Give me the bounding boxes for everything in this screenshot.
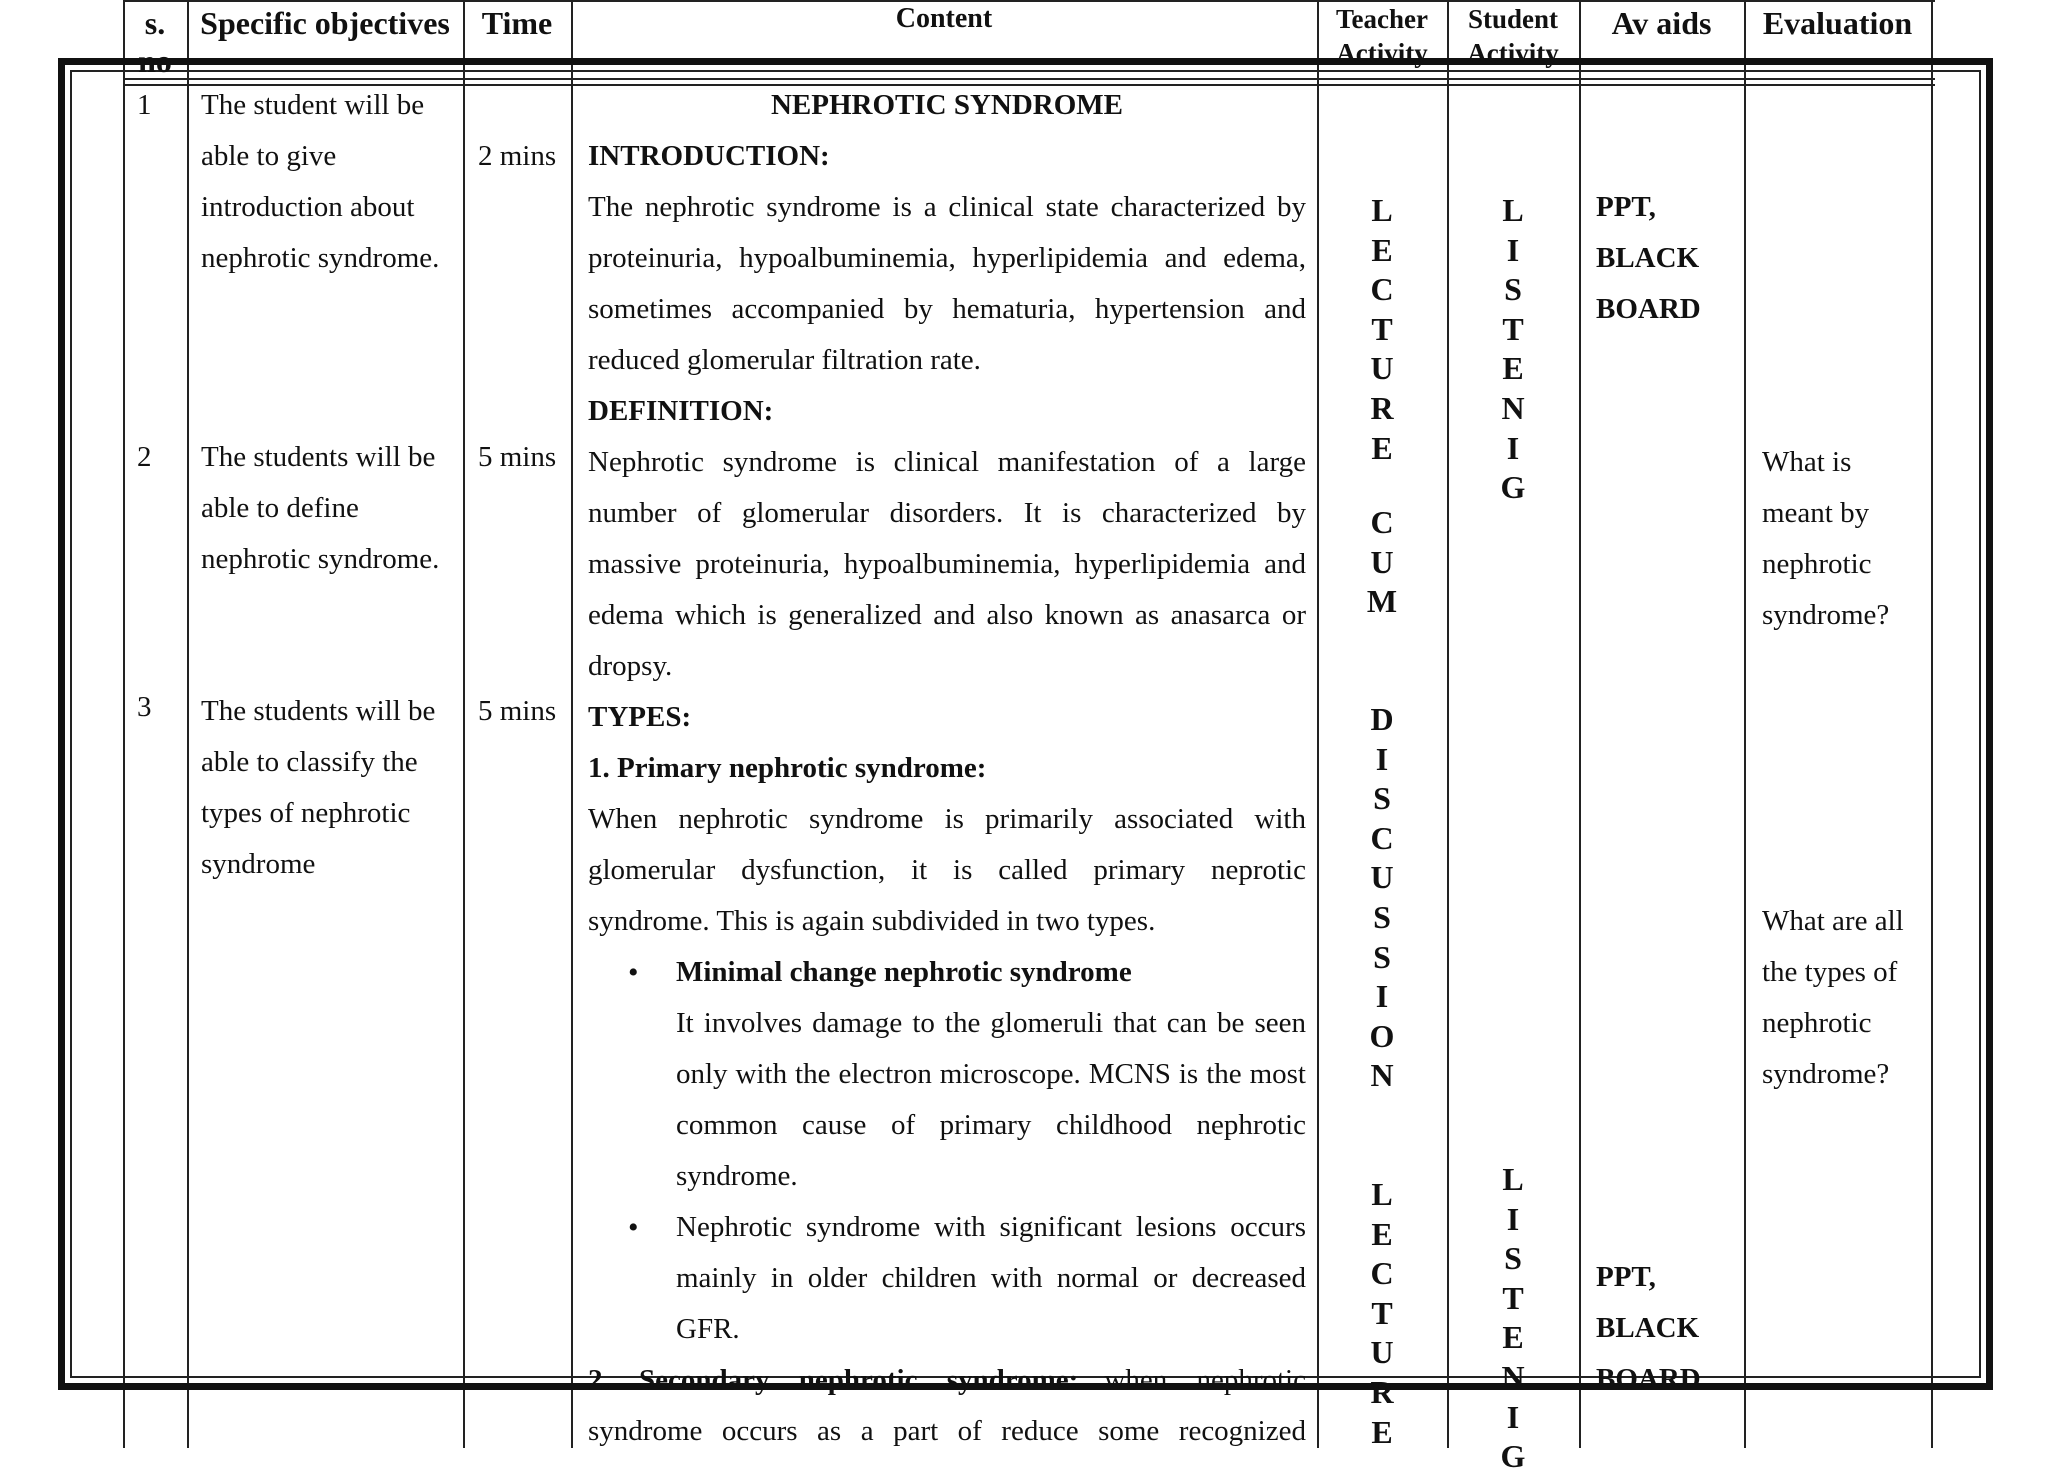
- vertical-letter: I: [1375, 978, 1389, 1015]
- vertical-letter: T: [1502, 1279, 1524, 1316]
- header-av-aids: [1581, 4, 1742, 42]
- vertical-letter: C: [1370, 271, 1394, 308]
- vertical-letter: S: [1504, 1240, 1522, 1277]
- header-sno-label: s. no: [138, 5, 172, 79]
- header-evaluation-label: Evaluation: [1762, 5, 1913, 41]
- teacher-activity-discussion: [1364, 700, 1400, 1096]
- evaluation-line: What is: [1762, 446, 1852, 478]
- vertical-letter: I: [1506, 1398, 1520, 1435]
- av-aids-line: BOARD: [1596, 293, 1701, 325]
- primary-line: glomerular dysfunction, it is called primary neprotic: [588, 854, 1306, 886]
- definition-heading: DEFINITION:: [588, 395, 774, 427]
- vertical-letter: U: [1370, 543, 1394, 580]
- row-1-number: 1: [137, 89, 152, 121]
- header-teacher-label: Teacher Activity: [1336, 4, 1428, 68]
- row-3-objective-line: The students will be: [201, 695, 436, 727]
- primary-line: When nephrotic syndrome is primarily associated with: [588, 803, 1306, 835]
- vertical-letter: R: [1370, 389, 1394, 426]
- bullet-1-line: common cause of primary childhood nephrotic: [676, 1109, 1306, 1141]
- content-title: NEPHROTIC SYNDROME: [770, 89, 1124, 121]
- evaluation-line: nephrotic: [1762, 548, 1872, 580]
- row-1-objective-line: The student will be: [201, 89, 425, 121]
- vertical-letter: I: [1506, 1200, 1520, 1237]
- definition-line: dropsy.: [588, 650, 673, 682]
- types-heading: TYPES:: [588, 701, 692, 733]
- header-student-activity: [1449, 2, 1577, 70]
- student-activity-listening: [1495, 191, 1531, 508]
- row-3-objective-line: syndrome: [201, 848, 316, 880]
- intro-heading: INTRODUCTION:: [588, 140, 830, 172]
- av-aids-line: BLACK: [1596, 1312, 1700, 1344]
- evaluation-line: the types of: [1762, 956, 1898, 988]
- vertical-letter: I: [1506, 429, 1520, 466]
- definition-line: edema which is generalized and also known as anasarca or: [588, 599, 1306, 631]
- vertical-letter: I: [1375, 740, 1389, 777]
- av-aids-line: BOARD: [1596, 1363, 1701, 1395]
- vertical-letter: E: [1371, 231, 1393, 268]
- vertical-letter: M: [1366, 583, 1398, 620]
- row-1-objective-line: nephrotic syndrome.: [201, 242, 440, 274]
- header-objectives-label: Specific objectives: [200, 5, 450, 41]
- definition-line: Nephrotic syndrome is clinical manifestation of a large: [588, 446, 1306, 478]
- bullet-1-line: It involves damage to the glomeruli that can be seen: [676, 1007, 1306, 1039]
- vertical-letter: T: [1371, 1294, 1393, 1331]
- row-2-time: 5 mins: [478, 441, 557, 473]
- vertical-letter: S: [1373, 938, 1391, 975]
- header-evaluation: [1746, 4, 1929, 42]
- bullet-1-line: only with the electron microscope. MCNS is the most: [676, 1058, 1306, 1090]
- vertical-letter: G: [1500, 1438, 1526, 1475]
- vertical-letter: R: [1370, 1373, 1394, 1410]
- teacher-activity-lecture-2: [1364, 1175, 1400, 1452]
- header-content: [573, 0, 1315, 38]
- row-1-objective-line: able to give: [201, 140, 337, 172]
- header-content-label: Content: [895, 3, 993, 34]
- intro-line: proteinuria, hypoalbuminemia, hyperlipidemia and edema,: [588, 242, 1306, 274]
- vertical-letter: O: [1369, 1017, 1395, 1054]
- vertical-letter: E: [1502, 350, 1524, 387]
- primary-heading: 1. Primary nephrotic syndrome:: [588, 752, 987, 784]
- vertical-letter: T: [1371, 310, 1393, 347]
- bullet-2-line: GFR.: [676, 1313, 740, 1345]
- header-objectives: [189, 4, 461, 42]
- row-2-objective-line: able to define: [201, 492, 359, 524]
- header-teacher-activity: [1319, 2, 1445, 70]
- primary-line: syndrome. This is again subdivided in two types.: [588, 905, 1156, 937]
- vertical-letter: T: [1502, 310, 1524, 347]
- vertical-letter: L: [1371, 192, 1393, 228]
- header-sno: [125, 4, 185, 80]
- av-aids-line: PPT,: [1596, 191, 1656, 223]
- row-3-number: 3: [137, 691, 152, 723]
- evaluation-line: What are all: [1762, 905, 1904, 937]
- vertical-letter: U: [1370, 1334, 1394, 1371]
- row-1-time: 2 mins: [478, 140, 557, 172]
- bullet-1-line: syndrome.: [676, 1160, 798, 1192]
- vertical-letter: E: [1371, 1413, 1393, 1450]
- vertical-letter: S: [1373, 898, 1391, 935]
- student-activity-listening-2: [1495, 1160, 1531, 1477]
- definition-line: massive proteinuria, hypoalbuminemia, hyperlipidemia and: [588, 548, 1306, 580]
- header-student-label: Student Activity: [1467, 4, 1559, 68]
- vertical-letter: E: [1502, 1319, 1524, 1356]
- bullet-2-line: Nephrotic syndrome with significant lesions occurs: [676, 1211, 1306, 1243]
- header-av-label: Av aids: [1611, 5, 1712, 41]
- intro-line: sometimes accompanied by hematuria, hypertension and: [588, 293, 1306, 325]
- row-3-objective-line: able to classify the: [201, 746, 418, 778]
- secondary-line-2: syndrome occurs as a part of reduce some recognized: [588, 1415, 1306, 1447]
- teacher-activity-lecture: [1364, 191, 1400, 468]
- row-2-objective-line: nephrotic syndrome.: [201, 543, 440, 575]
- row-2-objective-line: The students will be: [201, 441, 436, 473]
- secondary-rest: when nephrotic: [1104, 1364, 1306, 1396]
- evaluation-line: syndrome?: [1762, 1058, 1890, 1090]
- bullet-2-line: mainly in older children with normal or decreased: [676, 1262, 1306, 1294]
- header-time-label: Time: [481, 5, 553, 41]
- secondary-line-1: [588, 1355, 1306, 1406]
- secondary-heading: 2. Secondary nephrotic syndrome:: [588, 1364, 1079, 1396]
- av-aids-line: BLACK: [1596, 242, 1700, 274]
- vertical-letter: C: [1370, 1255, 1394, 1292]
- vertical-letter: U: [1370, 350, 1394, 387]
- header-time: [465, 4, 569, 42]
- vertical-letter: S: [1373, 780, 1391, 817]
- vertical-letter: E: [1371, 429, 1393, 466]
- intro-line: The nephrotic syndrome is a clinical state characterized by: [588, 191, 1306, 223]
- teacher-activity-cum: [1364, 503, 1400, 622]
- row-3-time: 5 mins: [478, 695, 557, 727]
- evaluation-line: nephrotic: [1762, 1007, 1872, 1039]
- vertical-letter: L: [1502, 192, 1524, 228]
- bullet-icon: •: [628, 956, 639, 989]
- evaluation-line: syndrome?: [1762, 599, 1890, 631]
- row-1-objective-line: introduction about: [201, 191, 415, 223]
- vertical-letter: L: [1502, 1161, 1524, 1197]
- row-3-objective-line: types of nephrotic: [201, 797, 411, 829]
- vertical-letter: N: [1501, 389, 1525, 426]
- content-column: [588, 80, 1306, 1448]
- av-aids-line: PPT,: [1596, 1261, 1656, 1293]
- vertical-letter: E: [1371, 1215, 1393, 1252]
- vertical-letter: L: [1371, 1176, 1393, 1212]
- vertical-letter: N: [1370, 1057, 1394, 1094]
- definition-line: number of glomerular disorders. It is characterized by: [588, 497, 1306, 529]
- intro-line: reduced glomerular filtration rate.: [588, 344, 981, 376]
- row-2-number: 2: [137, 441, 152, 473]
- vertical-letter: I: [1506, 231, 1520, 268]
- evaluation-line: meant by: [1762, 497, 1870, 529]
- vertical-letter: U: [1370, 859, 1394, 896]
- vertical-letter: S: [1504, 271, 1522, 308]
- vertical-letter: D: [1370, 701, 1394, 737]
- vertical-letter: C: [1370, 819, 1394, 856]
- vertical-letter: N: [1501, 1358, 1525, 1395]
- bullet-1-title: Minimal change nephrotic syndrome: [676, 956, 1132, 988]
- vertical-letter: G: [1500, 469, 1526, 506]
- bullet-icon: •: [628, 1211, 639, 1244]
- vertical-letter: C: [1370, 504, 1394, 540]
